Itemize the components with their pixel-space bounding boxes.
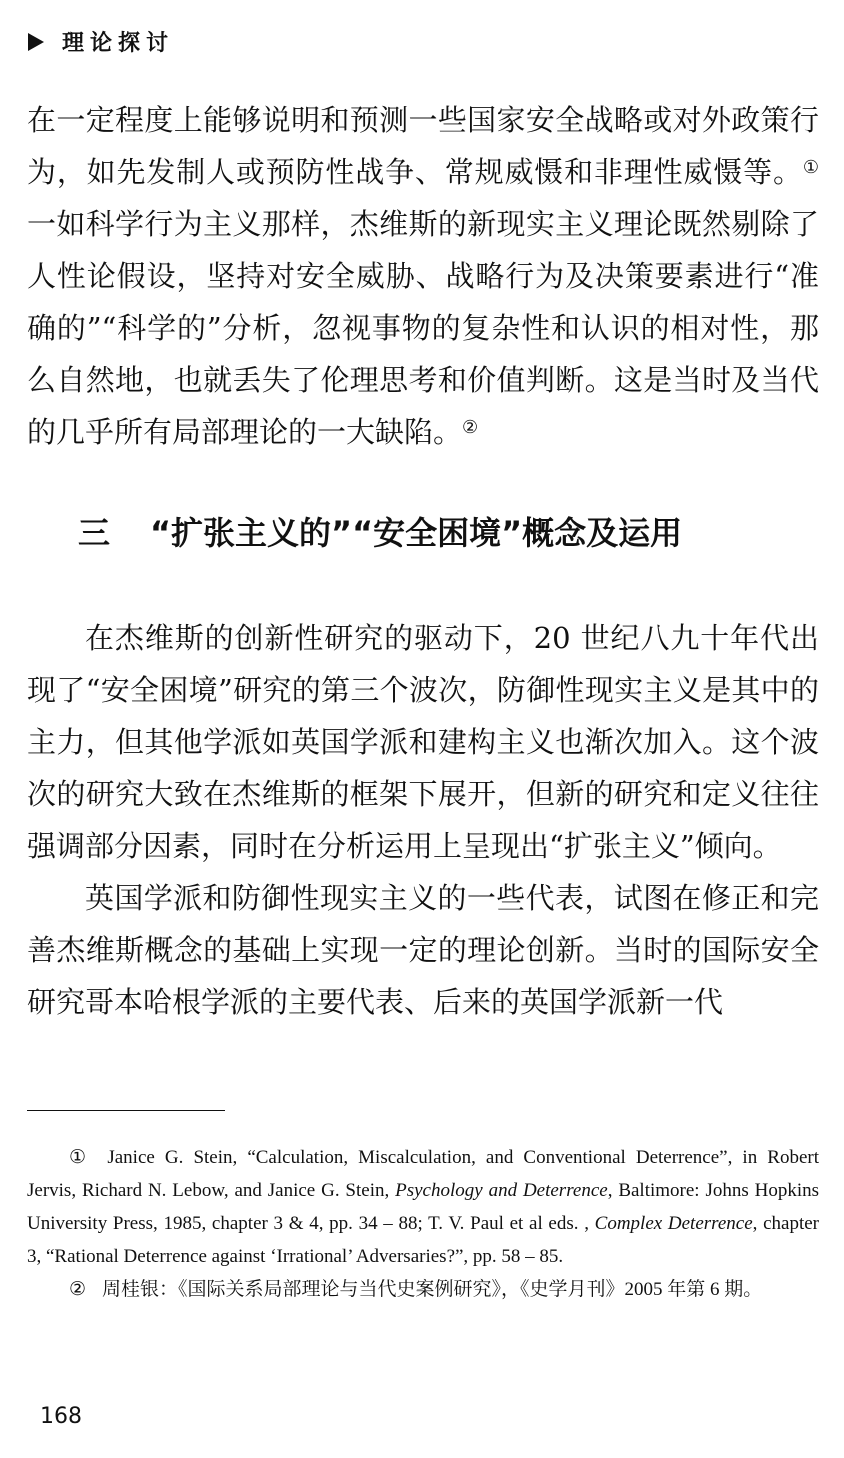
body-text-bottom: [27, 612, 819, 1028]
footnotes: [27, 1141, 819, 1306]
footnote-divider: [27, 1110, 225, 1111]
section-number: 三: [78, 514, 111, 552]
paragraph-2: 在杰维斯的创新性研究的驱动下，20 世纪八九十年代出现了“安全困境”研究的第三个波次，防御性现实主义是其中的主力，但其他学派如英国学派和建构主义也渐次加入。这个波次的研究大致在杰维斯的框架下展开，但新的研究和定义往往强调部分因素，同时在分析运用上呈现出“扩张主义”倾向。: [27, 621, 819, 863]
footnote-ref-2[interactable]: ②: [462, 417, 479, 438]
footnote-ref-1[interactable]: ①: [802, 157, 819, 178]
book-title-2: Complex Deterrence: [594, 1213, 753, 1234]
footnote-2: ② 周桂银：《国际关系局部理论与当代史案例研究》，《史学月刊》2005 年第 6 期。: [69, 1279, 763, 1300]
paragraph-3: 英国学派和防御性现实主义的一些代表，试图在修正和完善杰维斯概念的基础上实现一定的理论创新。当时的国际安全研究哥本哈根学派的主要代表、后来的英国学派新一代: [27, 881, 819, 1019]
section-heading: [78, 508, 682, 554]
book-title-1: Psychology and Deterrence: [395, 1180, 608, 1201]
running-head: [28, 26, 174, 57]
footnote-1-mark: ①: [69, 1147, 92, 1168]
triangle-marker-icon: [28, 33, 44, 51]
paragraph-1: 在一定程度上能够说明和预测一些国家安全战略或对外政策行为，如先发制人或预防性战争、常规威慑和非理性威慑等。① 一如科学行为主义那样，杰维斯的新现实主义理论既然剔除了人性论假设，坚持对安全威胁、战略行为及决策要素进行“准确的”“科学的”分析，忽视事物的复杂性和认识的相对性，那么自然地，也就丢失了伦理思考和价值判断。这是当时及当代的几乎所有局部理论的一大缺陷。②: [27, 103, 819, 449]
footnote-2-mark: ②: [69, 1279, 87, 1300]
footnote-1: ① Janice G. Stein, “Calculation, Miscalculation, and Conventional Deterrence”, in Robert Jervis, Richard N. Lebow, and Janice G. Stein, Psychology and Deterrence, Baltimore: Johns Hopkins University Press, 1985, chapter 3 & 4, pp. 34 – 88; T. V. Paul et al eds. , Complex Deterrence, chapter 3, “Rational Deterrence against ‘Irrational’ Adversaries?”, pp. 58 – 85.: [27, 1147, 820, 1267]
body-text-top: [27, 94, 819, 458]
section-title: “扩张主义的”“安全困境”概念及运用: [150, 514, 683, 552]
running-head-title: 理论探讨: [62, 31, 175, 56]
page-number: 168: [40, 1404, 82, 1429]
